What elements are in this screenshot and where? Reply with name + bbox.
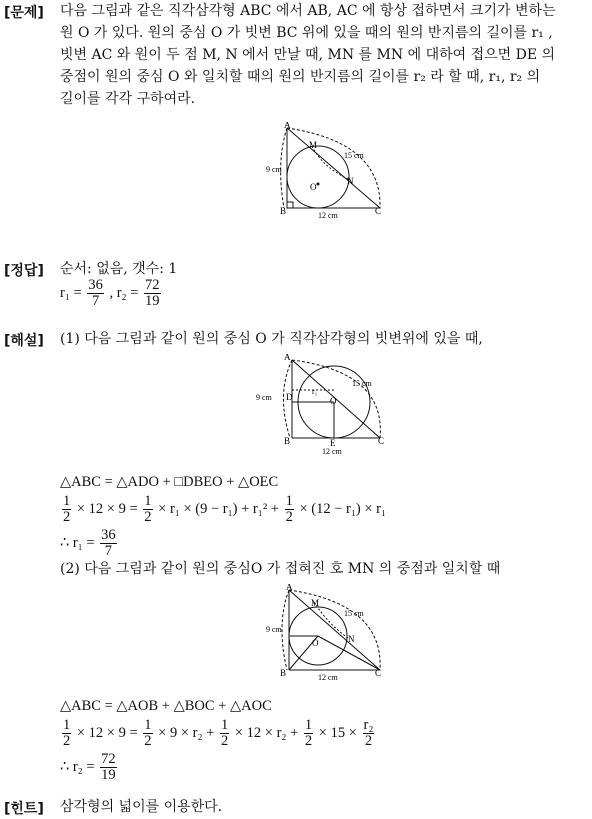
label-A-2: A	[284, 354, 291, 362]
solution-eq2b: $\frac{1}{2}$ × 12 × 9 = $\frac{1}{2}$ × 9 × r₂ + $\frac{1}{2}$ × 12 × r₂ + $\frac{1}{2}$ × 15 × $\frac{\text{r₂}}{2}$	[63, 717, 374, 749]
solution-part1: (1) 다음 그림과 같이 원의 중심 O 가 직각삼각형의 빗변위에 있을 때,	[60, 331, 483, 347]
label-C-2: C	[378, 436, 385, 446]
solution-figure-2	[262, 584, 392, 684]
solution-part2: (2) 다음 그림과 같이 원의 중심O 가 접혀진 호 MN 의 중점과 일치할 때	[60, 561, 501, 577]
solution-eq1b: $\frac{1}{2}$ × 12 × 9 = $\frac{1}{2}$ × r₁ × (9 − r₁) + r₁² + $\frac{1}{2}$ × (12 − r₁) × r₁	[63, 493, 387, 525]
label-12cm: 12 cm	[318, 211, 338, 220]
problem-line-5: 길이를 각각 구하여라.	[60, 91, 196, 107]
solution-eq2: △ABC = △AOB + △BOC + △AOC	[60, 698, 272, 714]
label-E-2: E	[330, 438, 336, 448]
label-D-2: D	[286, 392, 293, 402]
label-A-3: A	[286, 584, 293, 592]
problem-line-4: 중점이 원의 중심 O 와 일치할 때의 원의 반지름의 길이를 r₂ 라 할 때, r₁, r₂ 의	[60, 69, 541, 85]
label-A: A	[284, 122, 291, 130]
solution-tag: [해설]	[4, 333, 44, 349]
solution-therefore2: ∴ r₂ = $\frac{72}{19}$	[60, 751, 116, 783]
label-N-3: N	[348, 634, 355, 644]
solution-figure-1	[256, 354, 396, 458]
problem-line-3: 빗변 AC 와 원이 두 점 M, N 에서 만날 때, MN 를 MN 에 대하여 접으면 DE 의	[60, 47, 556, 63]
label-M-3: M	[311, 598, 320, 608]
label-9cm: 9 cm	[266, 165, 282, 174]
label-N: N	[347, 176, 354, 186]
label-12cm-2: 12 cm	[322, 447, 342, 456]
problem-line-2: 원 O 가 있다. 원의 중심 O 가 빗변 BC 위에 있을 때의 원의 반지름의 길이를 r₁ ,	[60, 25, 553, 41]
solution-eq1: △ABC = △ADO + □DBEO + △OEC	[60, 474, 279, 490]
problem-figure	[262, 122, 392, 222]
label-9cm-3: 9 cm	[266, 625, 282, 634]
solution-therefore1: ∴ r₁ = $\frac{36}{7}$	[60, 527, 116, 559]
answer-order: 순서: 없음, 갯수: 1	[60, 261, 178, 277]
label-M: M	[309, 140, 318, 150]
label-15cm-3: 15 cm	[344, 609, 364, 618]
answer-tag: [정답]	[4, 263, 44, 279]
label-B-3: B	[280, 668, 287, 678]
answer-values: r₁ = $\frac{36}{7}$ , r₂ = $\frac{72}{19}$	[60, 277, 160, 309]
label-9cm-2: 9 cm	[256, 393, 272, 402]
label-12cm-3: 12 cm	[318, 673, 338, 682]
label-O-3: O	[312, 638, 319, 648]
problem-line-1: 다음 그림과 같은 직각삼각형 ABC 에서 AB, AC 에 항상 접하면서 크기가 변하는	[60, 3, 556, 19]
label-15cm: 15 cm	[344, 151, 364, 160]
label-B: B	[280, 206, 287, 216]
label-r1-2: r₁	[312, 387, 318, 396]
label-C: C	[375, 206, 382, 216]
label-O-2: O	[330, 396, 337, 406]
label-O: O	[310, 182, 317, 192]
hint-tag: [힌트]	[4, 801, 44, 817]
problem-tag: [문제]	[4, 5, 44, 21]
hint-text: 삼각형의 넓이를 이용한다.	[60, 799, 223, 815]
label-C-3: C	[375, 668, 382, 678]
label-15cm-2: 15 cm	[352, 379, 372, 388]
label-B-2: B	[284, 436, 291, 446]
